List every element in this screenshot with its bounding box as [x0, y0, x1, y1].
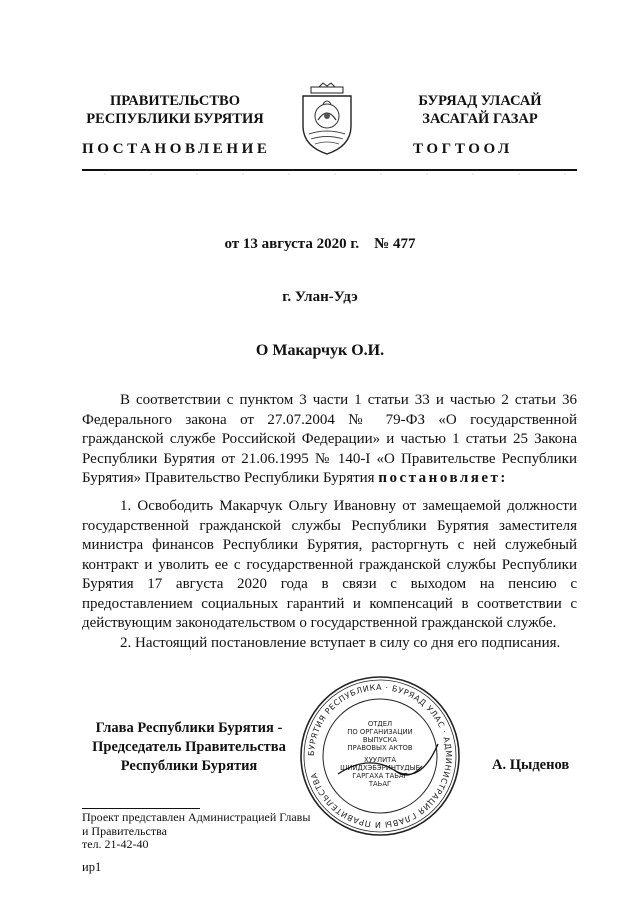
signatory-title	[82, 719, 296, 776]
doc-type-left: ПОСТАНОВЛЕНИЕ	[82, 141, 271, 157]
footer-note	[82, 811, 310, 852]
header-left-line-2: РЕСПУБЛИКИ БУРЯТИЯ	[86, 111, 264, 127]
doc-type-right: ТОГТООЛ	[413, 141, 513, 157]
stamp-line-7: ГАРГАХА ТАЬАГ	[352, 772, 408, 780]
body-paragraph-1	[82, 391, 577, 489]
paragraph-2-text: 1. Освободить Макарчук Ольгу Ивановну от замещаемой должности государственной гражданской службы Республики Бурятия заместителя министра финансов Республики Бурятия, расторгнуть с ней служебный контракт и уволить ее с государственной гражданской службы Республики Бурятия 17 августа 2020 года в связи с выходом на пенсию с предоставлением социальных гарантий и компенсаций в соответствии с действующим законодательством о государственной гражданской службе.	[82, 498, 577, 631]
header-right-line-2: ЗАСАГАЙ ГАЗАР	[422, 111, 538, 127]
stamp-line-5: ХУУЛИТА	[364, 756, 396, 764]
official-stamp	[298, 674, 462, 838]
body-paragraph-3	[82, 634, 577, 654]
paragraph-3-text: 2. Настоящий постановление вступает в силу со дня его подписания.	[120, 635, 561, 651]
decree-keyword: постановляет:	[378, 470, 508, 486]
footer-divider	[82, 808, 200, 809]
date-number: от 13 августа 2020 г. № 477	[224, 236, 416, 252]
city: г. Улан-Удэ	[282, 289, 358, 305]
header-left-line-1: ПРАВИТЕЛЬСТВО	[110, 93, 240, 109]
subject-title: О Макарчук О.И.	[255, 342, 385, 359]
header-left	[60, 92, 290, 128]
stamp-line-3: ВЫПУСКА	[362, 736, 398, 744]
signatory-title-line-3: Республики Бурятия	[120, 758, 258, 774]
signatory-title-line-2: Председатель Правительства	[92, 739, 286, 755]
paragraph-1-text: В соответствии с пунктом 3 части 1 статьи 33 и частью 2 статьи 36 Федерального закона от 27.07.2004 № 79-ФЗ «О государственной гражданской службе Российской Федерации» и частью 1 статьи 25 Закона Республики Бурятия от 21.06.1995 № 140-I «О Правительстве Республики Бурятия» Правительство Республики Бурятия	[82, 392, 577, 486]
stamp-line-4: ПРАВОВЫХ АКТОВ	[347, 744, 413, 752]
coat-of-arms-emblem	[297, 82, 357, 156]
stamp-ring-text: БУРЯТИЯ РЕСПУБЛИКА · БУРЯАД УЛАС · АДМИНИСТРАЦИЯ ГЛАВЫ И ПРАВИТЕЛЬСТВА	[306, 682, 454, 830]
header-dotted-divider	[82, 173, 577, 175]
stamp-line-8: ТАЬАГ	[368, 780, 392, 788]
stamp-line-6: ШИИДХЭБЭРИНТУДЫЕ	[340, 764, 420, 772]
header-right	[380, 92, 580, 128]
header-divider	[82, 169, 577, 171]
footer-line-3: тел. 21-42-40	[82, 837, 149, 851]
footer-line-1: Проект представлен Администрацией Главы	[82, 810, 311, 824]
signatory-title-line-1: Глава Республики Бурятия -	[95, 720, 283, 736]
stamp-line-2: ПО ОРГАНИЗАЦИИ	[347, 728, 413, 736]
signatory-name: А. Цыденов	[492, 757, 570, 773]
body-paragraph-2	[82, 497, 577, 634]
footer-code: ир1	[82, 860, 102, 874]
stamp-line-1: ОТДЕЛ	[367, 720, 393, 728]
header-right-line-1: БУРЯАД УЛАСАЙ	[418, 93, 542, 109]
footer-line-2: и Правительства	[82, 823, 167, 838]
